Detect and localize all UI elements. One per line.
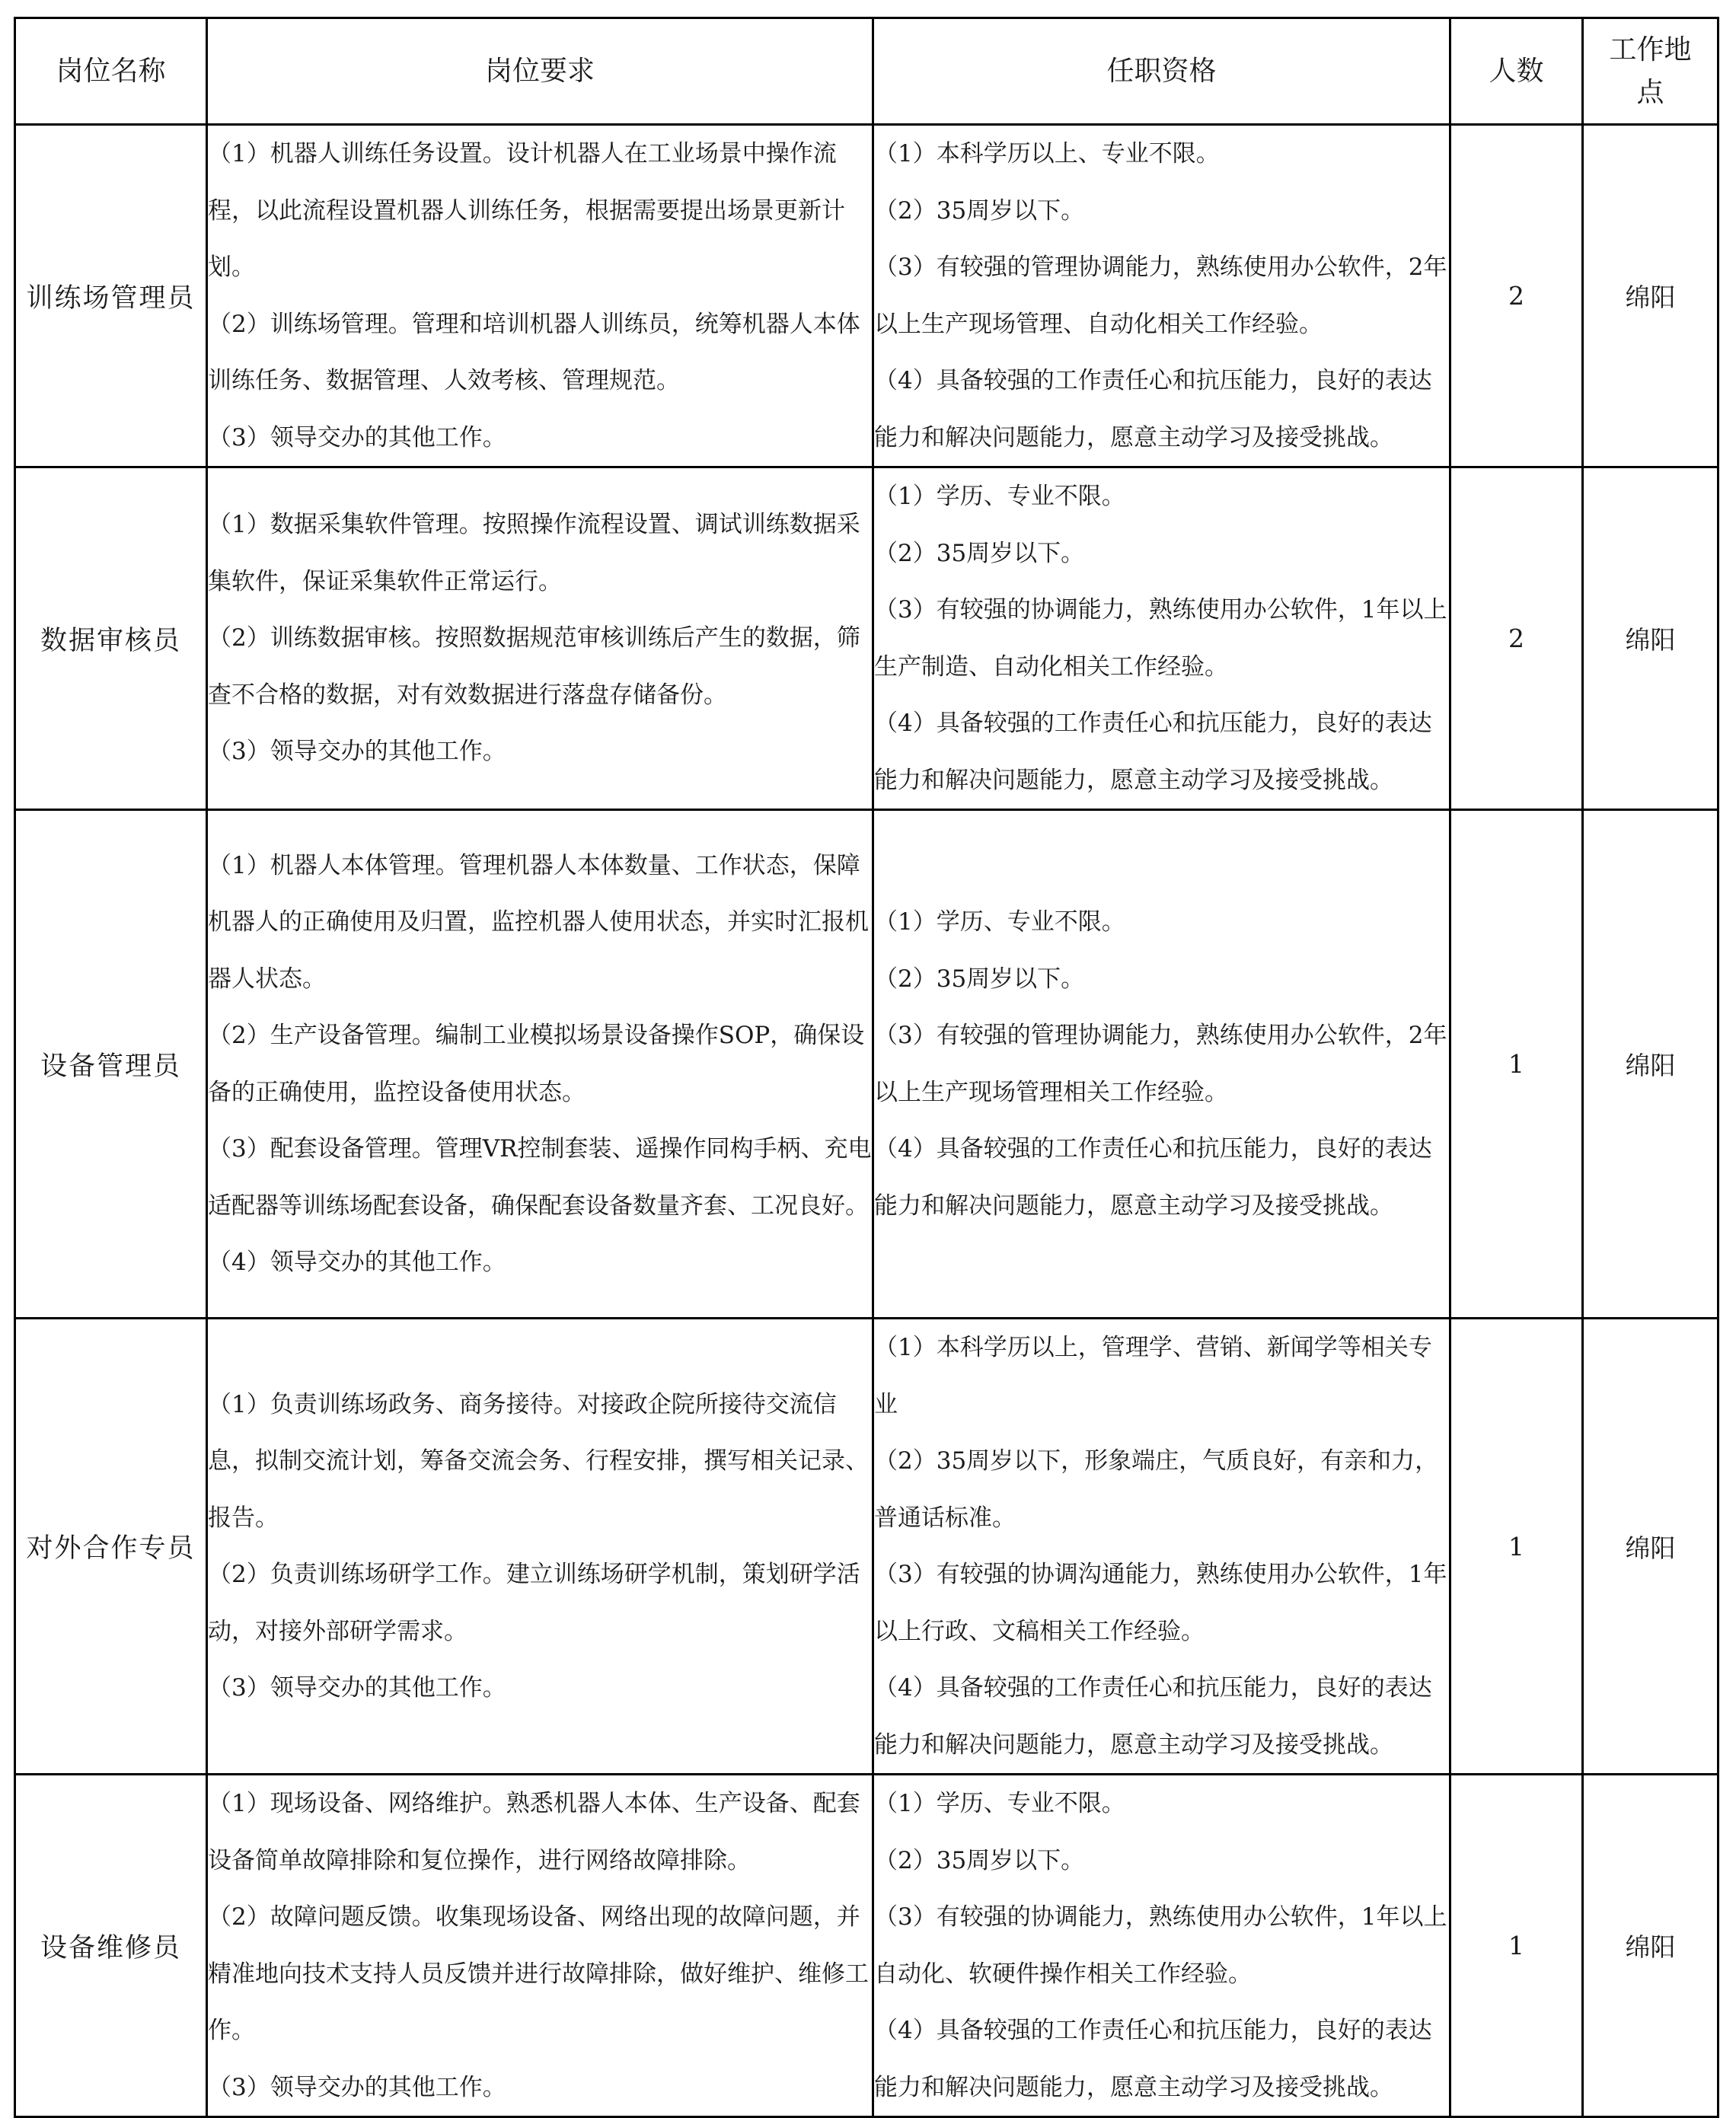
requirement-item: （3）领导交办的其他工作。 bbox=[208, 2073, 506, 2101]
requirement-item: （3）领导交办的其他工作。 bbox=[208, 1674, 506, 1702]
headcount: 2 bbox=[1450, 467, 1583, 810]
qualification-item: （2）35周岁以下。 bbox=[874, 1846, 1085, 1874]
qualifications-cell bbox=[873, 810, 1450, 1319]
requirements-cell bbox=[207, 810, 873, 1319]
qualification-item: （4）具备较强的工作责任心和抗压能力，良好的表达能力和解决问题能力，愿意主动学习及接受挑战。 bbox=[874, 1674, 1432, 1759]
position-name: 数据审核员 bbox=[15, 467, 207, 810]
headcount: 1 bbox=[1450, 1319, 1583, 1775]
requirement-item: （1）现场设备、网络维护。熟悉机器人本体、生产设备、配套设备简单故障排除和复位操作，进行网络故障排除。 bbox=[208, 1790, 860, 1874]
qualifications-cell bbox=[873, 1319, 1450, 1775]
header-requirements: 岗位要求 bbox=[207, 18, 873, 125]
qualification-item: （1）学历、专业不限。 bbox=[874, 483, 1125, 510]
qualification-item: （2）35周岁以下。 bbox=[874, 965, 1085, 993]
requirement-item: （3）配套设备管理。管理VR控制套装、遥操作同构手柄、充电适配器等训练场配套设备，确保配套设备数量齐套、工况良好。 bbox=[208, 1135, 872, 1220]
job-postings-table bbox=[14, 17, 1719, 2118]
qualification-item: （4）具备较强的工作责任心和抗压能力，良好的表达能力和解决问题能力，愿意主动学习及接受挑战。 bbox=[874, 1135, 1432, 1220]
requirement-item: （2）负责训练场研学工作。建立训练场研学机制，策划研学活动，对接外部研学需求。 bbox=[208, 1561, 860, 1645]
work-location: 绵阳 bbox=[1583, 1775, 1718, 2117]
header-qualifications: 任职资格 bbox=[873, 18, 1450, 125]
requirement-item: （1）数据采集软件管理。按照操作流程设置、调试训练数据采集软件，保证采集软件正常运行。 bbox=[208, 511, 860, 595]
requirements-cell bbox=[207, 1319, 873, 1775]
table-row bbox=[15, 125, 1718, 467]
header-count: 人数 bbox=[1450, 18, 1583, 125]
requirement-item: （4）领导交办的其他工作。 bbox=[208, 1249, 506, 1276]
position-name: 对外合作专员 bbox=[15, 1319, 207, 1775]
position-name: 设备维修员 bbox=[15, 1775, 207, 2117]
requirement-item: （2）训练数据审核。按照数据规范审核训练后产生的数据，筛查不合格的数据，对有效数据进行落盘存储备份。 bbox=[208, 624, 860, 709]
work-location: 绵阳 bbox=[1583, 467, 1718, 810]
requirements-cell bbox=[207, 467, 873, 810]
qualification-item: （3）有较强的协调能力，熟练使用办公软件，1年以上生产制造、自动化相关工作经验。 bbox=[874, 596, 1447, 681]
qualification-item: （1）本科学历以上、专业不限。 bbox=[874, 140, 1220, 167]
qualification-item: （4）具备较强的工作责任心和抗压能力，良好的表达能力和解决问题能力，愿意主动学习及接受挑战。 bbox=[874, 2017, 1432, 2101]
position-name: 设备管理员 bbox=[15, 810, 207, 1319]
qualification-item: （3）有较强的协调沟通能力，熟练使用办公软件，1年以上行政、文稿相关工作经验。 bbox=[874, 1561, 1447, 1645]
requirement-item: （3）领导交办的其他工作。 bbox=[208, 423, 506, 451]
table-row bbox=[15, 1319, 1718, 1775]
work-location: 绵阳 bbox=[1583, 810, 1718, 1319]
qualifications-cell bbox=[873, 467, 1450, 810]
qualifications-cell bbox=[873, 1775, 1450, 2117]
qualification-item: （2）35周岁以下，形象端庄，气质良好，有亲和力，普通话标准。 bbox=[874, 1447, 1439, 1532]
qualification-item: （3）有较强的协调能力，熟练使用办公软件，1年以上自动化、软硬件操作相关工作经验。 bbox=[874, 1903, 1447, 1988]
headcount: 2 bbox=[1450, 125, 1583, 467]
requirement-item: （1）机器人本体管理。管理机器人本体数量、工作状态，保障机器人的正确使用及归置，监控机器人使用状态，并实时汇报机器人状态。 bbox=[208, 851, 869, 993]
qualification-item: （4）具备较强的工作责任心和抗压能力，良好的表达能力和解决问题能力，愿意主动学习及接受挑战。 bbox=[874, 367, 1432, 451]
table-row bbox=[15, 1775, 1718, 2117]
requirement-item: （1）负责训练场政务、商务接待。对接政企院所接待交流信息，拟制交流计划，筹备交流会务、行程安排，撰写相关记录、报告。 bbox=[208, 1390, 869, 1532]
header-location: 工作地点 bbox=[1583, 18, 1718, 125]
requirement-item: （2）训练场管理。管理和培训机器人训练员，统筹机器人本体训练任务、数据管理、人效考核、管理规范。 bbox=[208, 310, 860, 394]
table-row bbox=[15, 467, 1718, 810]
headcount: 1 bbox=[1450, 1775, 1583, 2117]
work-location: 绵阳 bbox=[1583, 1319, 1718, 1775]
requirements-cell bbox=[207, 1775, 873, 2117]
requirement-item: （2）生产设备管理。编制工业模拟场景设备操作SOP，确保设备的正确使用，监控设备使用状态。 bbox=[208, 1022, 865, 1106]
requirement-item: （1）机器人训练任务设置。设计机器人在工业场景中操作流程，以此流程设置机器人训练任务，根据需要提出场景更新计划。 bbox=[208, 140, 845, 281]
qualification-item: （1）学历、专业不限。 bbox=[874, 908, 1125, 936]
qualifications-cell bbox=[873, 125, 1450, 467]
work-location: 绵阳 bbox=[1583, 125, 1718, 467]
requirements-cell bbox=[207, 125, 873, 467]
qualification-item: （1）本科学历以上，管理学、营销、新闻学等相关专业 bbox=[874, 1334, 1432, 1418]
qualification-item: （3）有较强的管理协调能力，熟练使用办公软件，2年以上生产现场管理、自动化相关工作经验。 bbox=[874, 254, 1447, 338]
requirement-item: （2）故障问题反馈。收集现场设备、网络出现的故障问题，并精准地向技术支持人员反馈并进行故障排除，做好维护、维修工作。 bbox=[208, 1903, 869, 2044]
table-header-row bbox=[15, 18, 1718, 125]
qualification-item: （1）学历、专业不限。 bbox=[874, 1790, 1125, 1817]
position-name: 训练场管理员 bbox=[15, 125, 207, 467]
table-row bbox=[15, 810, 1718, 1319]
qualification-item: （2）35周岁以下。 bbox=[874, 196, 1085, 225]
requirement-item: （3）领导交办的其他工作。 bbox=[208, 738, 506, 766]
qualification-item: （4）具备较强的工作责任心和抗压能力，良好的表达能力和解决问题能力，愿意主动学习及接受挑战。 bbox=[874, 710, 1432, 794]
header-position-name: 岗位名称 bbox=[15, 18, 207, 125]
headcount: 1 bbox=[1450, 810, 1583, 1319]
qualification-item: （2）35周岁以下。 bbox=[874, 539, 1085, 567]
qualification-item: （3）有较强的管理协调能力，熟练使用办公软件，2年以上生产现场管理相关工作经验。 bbox=[874, 1022, 1447, 1106]
